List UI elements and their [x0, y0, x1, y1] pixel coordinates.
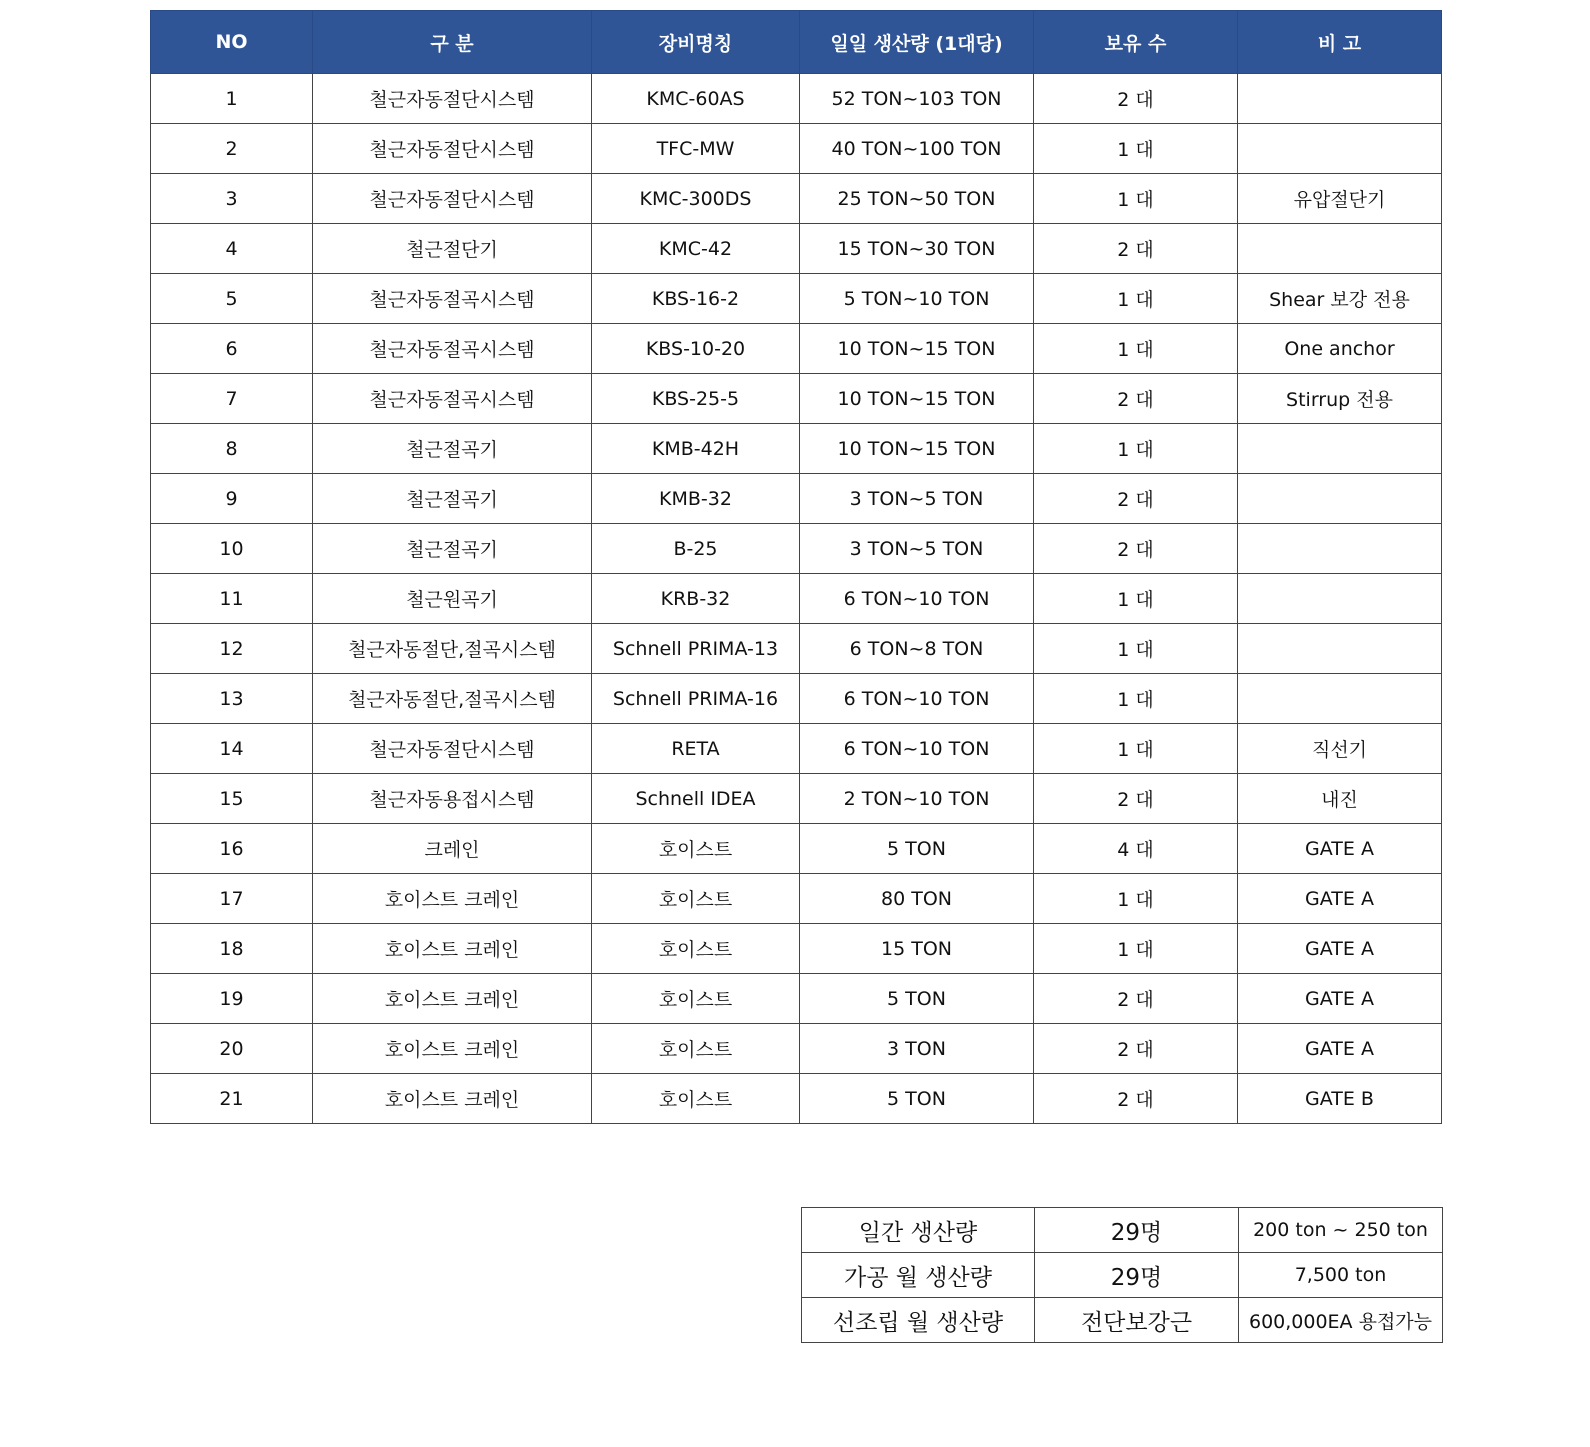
row-no: 11	[151, 574, 313, 624]
row-note	[1238, 74, 1442, 124]
row-category: 철근절곡기	[313, 524, 592, 574]
row-category: 호이스트 크레인	[313, 974, 592, 1024]
table-row	[151, 224, 1442, 274]
row-daily-output: 5 TON~10 TON	[800, 274, 1034, 324]
row-daily-output: 6 TON~10 TON	[800, 724, 1034, 774]
row-note: GATE B	[1238, 1074, 1442, 1124]
summary-row	[802, 1253, 1443, 1298]
row-no: 17	[151, 874, 313, 924]
row-equipment-name: Schnell PRIMA-16	[592, 674, 800, 724]
row-no: 7	[151, 374, 313, 424]
row-count: 1 대	[1034, 874, 1238, 924]
row-daily-output: 5 TON	[800, 824, 1034, 874]
summary-label: 가공 월 생산량	[802, 1253, 1035, 1298]
row-daily-output: 3 TON	[800, 1024, 1034, 1074]
equipment-table-body	[151, 74, 1442, 1124]
row-equipment-name: KMB-42H	[592, 424, 800, 474]
row-daily-output: 3 TON~5 TON	[800, 524, 1034, 574]
row-category: 철근절단기	[313, 224, 592, 274]
header-row	[151, 11, 1442, 74]
row-category: 철근자동절곡시스템	[313, 274, 592, 324]
row-category: 철근원곡기	[313, 574, 592, 624]
summary-value: 29명	[1035, 1253, 1239, 1298]
summary-table-body	[802, 1208, 1443, 1343]
row-note: 내진	[1238, 774, 1442, 824]
table-row	[151, 524, 1442, 574]
row-note	[1238, 224, 1442, 274]
row-daily-output: 15 TON~30 TON	[800, 224, 1034, 274]
row-equipment-name: KRB-32	[592, 574, 800, 624]
row-category: 철근자동절단,절곡시스템	[313, 624, 592, 674]
row-category: 철근자동절단시스템	[313, 74, 592, 124]
row-note	[1238, 474, 1442, 524]
row-note	[1238, 674, 1442, 724]
table-row	[151, 674, 1442, 724]
table-row	[151, 1024, 1442, 1074]
row-daily-output: 6 TON~10 TON	[800, 674, 1034, 724]
row-no: 15	[151, 774, 313, 824]
row-note	[1238, 574, 1442, 624]
row-category: 철근자동용접시스템	[313, 774, 592, 824]
summary-detail: 200 ton ~ 250 ton	[1239, 1208, 1443, 1253]
summary-value: 전단보강근	[1035, 1298, 1239, 1343]
row-no: 2	[151, 124, 313, 174]
row-count: 1 대	[1034, 924, 1238, 974]
row-count: 1 대	[1034, 624, 1238, 674]
row-category: 호이스트 크레인	[313, 1024, 592, 1074]
row-count: 2 대	[1034, 774, 1238, 824]
row-category: 철근자동절단시스템	[313, 724, 592, 774]
row-equipment-name: B-25	[592, 524, 800, 574]
row-no: 5	[151, 274, 313, 324]
row-no: 16	[151, 824, 313, 874]
row-category: 철근절곡기	[313, 424, 592, 474]
row-daily-output: 2 TON~10 TON	[800, 774, 1034, 824]
row-equipment-name: Schnell PRIMA-13	[592, 624, 800, 674]
row-note: One anchor	[1238, 324, 1442, 374]
summary-row	[802, 1208, 1443, 1253]
row-daily-output: 10 TON~15 TON	[800, 324, 1034, 374]
row-category: 호이스트 크레인	[313, 1074, 592, 1124]
header-no: NO	[151, 11, 313, 74]
table-row	[151, 774, 1442, 824]
row-equipment-name: 호이스트	[592, 1074, 800, 1124]
row-equipment-name: Schnell IDEA	[592, 774, 800, 824]
row-count: 2 대	[1034, 1074, 1238, 1124]
row-count: 2 대	[1034, 224, 1238, 274]
row-note	[1238, 624, 1442, 674]
summary-detail: 7,500 ton	[1239, 1253, 1443, 1298]
header-category: 구 분	[313, 11, 592, 74]
row-daily-output: 10 TON~15 TON	[800, 424, 1034, 474]
row-daily-output: 5 TON	[800, 1074, 1034, 1124]
table-row	[151, 974, 1442, 1024]
row-count: 2 대	[1034, 374, 1238, 424]
row-count: 1 대	[1034, 674, 1238, 724]
row-note	[1238, 524, 1442, 574]
row-daily-output: 40 TON~100 TON	[800, 124, 1034, 174]
header-daily-output: 일일 생산량 (1대당)	[800, 11, 1034, 74]
summary-row	[802, 1298, 1443, 1343]
row-note	[1238, 424, 1442, 474]
row-note	[1238, 124, 1442, 174]
row-count: 2 대	[1034, 474, 1238, 524]
table-row	[151, 124, 1442, 174]
row-daily-output: 6 TON~10 TON	[800, 574, 1034, 624]
table-row	[151, 324, 1442, 374]
table-row	[151, 374, 1442, 424]
row-note: GATE A	[1238, 874, 1442, 924]
row-category: 철근자동절단시스템	[313, 124, 592, 174]
table-row	[151, 424, 1442, 474]
row-no: 13	[151, 674, 313, 724]
row-equipment-name: 호이스트	[592, 924, 800, 974]
table-row	[151, 274, 1442, 324]
row-equipment-name: KMC-42	[592, 224, 800, 274]
equipment-table	[150, 10, 1442, 1124]
row-count: 1 대	[1034, 424, 1238, 474]
row-note: Stirrup 전용	[1238, 374, 1442, 424]
row-daily-output: 52 TON~103 TON	[800, 74, 1034, 124]
row-daily-output: 10 TON~15 TON	[800, 374, 1034, 424]
row-count: 2 대	[1034, 74, 1238, 124]
table-row	[151, 1074, 1442, 1124]
row-equipment-name: RETA	[592, 724, 800, 774]
table-row	[151, 474, 1442, 524]
table-row	[151, 174, 1442, 224]
row-count: 2 대	[1034, 524, 1238, 574]
row-no: 10	[151, 524, 313, 574]
row-equipment-name: KMB-32	[592, 474, 800, 524]
row-equipment-name: 호이스트	[592, 974, 800, 1024]
table-row	[151, 724, 1442, 774]
row-no: 12	[151, 624, 313, 674]
row-no: 1	[151, 74, 313, 124]
table-row	[151, 74, 1442, 124]
row-daily-output: 15 TON	[800, 924, 1034, 974]
row-equipment-name: KBS-10-20	[592, 324, 800, 374]
row-count: 2 대	[1034, 974, 1238, 1024]
row-daily-output: 5 TON	[800, 974, 1034, 1024]
row-category: 철근자동절곡시스템	[313, 374, 592, 424]
row-no: 21	[151, 1074, 313, 1124]
row-no: 4	[151, 224, 313, 274]
row-category: 철근자동절단시스템	[313, 174, 592, 224]
row-category: 호이스트 크레인	[313, 924, 592, 974]
row-note: GATE A	[1238, 974, 1442, 1024]
row-count: 1 대	[1034, 124, 1238, 174]
table-row	[151, 874, 1442, 924]
row-note: GATE A	[1238, 924, 1442, 974]
summary-label: 일간 생산량	[802, 1208, 1035, 1253]
row-note: 직선기	[1238, 724, 1442, 774]
row-no: 3	[151, 174, 313, 224]
table-row	[151, 574, 1442, 624]
row-daily-output: 25 TON~50 TON	[800, 174, 1034, 224]
row-category: 철근자동절곡시스템	[313, 324, 592, 374]
row-equipment-name: 호이스트	[592, 1024, 800, 1074]
table-row	[151, 824, 1442, 874]
summary-value: 29명	[1035, 1208, 1239, 1253]
header-equipment-name: 장비명칭	[592, 11, 800, 74]
row-no: 14	[151, 724, 313, 774]
row-count: 1 대	[1034, 574, 1238, 624]
summary-label: 선조립 월 생산량	[802, 1298, 1035, 1343]
row-equipment-name: 호이스트	[592, 824, 800, 874]
row-count: 2 대	[1034, 1024, 1238, 1074]
table-row	[151, 624, 1442, 674]
row-equipment-name: 호이스트	[592, 874, 800, 924]
row-equipment-name: KMC-60AS	[592, 74, 800, 124]
row-count: 1 대	[1034, 724, 1238, 774]
row-category: 철근절곡기	[313, 474, 592, 524]
row-note: 유압절단기	[1238, 174, 1442, 224]
row-equipment-name: KMC-300DS	[592, 174, 800, 224]
row-no: 8	[151, 424, 313, 474]
row-note: Shear 보강 전용	[1238, 274, 1442, 324]
summary-detail: 600,000EA 용접가능	[1239, 1298, 1443, 1343]
header-note: 비 고	[1238, 11, 1442, 74]
header-count: 보유 수	[1034, 11, 1238, 74]
row-equipment-name: KBS-16-2	[592, 274, 800, 324]
row-equipment-name: TFC-MW	[592, 124, 800, 174]
row-count: 1 대	[1034, 174, 1238, 224]
row-daily-output: 80 TON	[800, 874, 1034, 924]
summary-table	[801, 1207, 1443, 1343]
row-equipment-name: KBS-25-5	[592, 374, 800, 424]
row-no: 9	[151, 474, 313, 524]
row-no: 20	[151, 1024, 313, 1074]
row-category: 철근자동절단,절곡시스템	[313, 674, 592, 724]
row-count: 4 대	[1034, 824, 1238, 874]
row-no: 19	[151, 974, 313, 1024]
row-no: 6	[151, 324, 313, 374]
row-daily-output: 3 TON~5 TON	[800, 474, 1034, 524]
row-category: 호이스트 크레인	[313, 874, 592, 924]
row-count: 1 대	[1034, 324, 1238, 374]
row-no: 18	[151, 924, 313, 974]
row-category: 크레인	[313, 824, 592, 874]
table-row	[151, 924, 1442, 974]
row-count: 1 대	[1034, 274, 1238, 324]
row-note: GATE A	[1238, 1024, 1442, 1074]
row-note: GATE A	[1238, 824, 1442, 874]
row-daily-output: 6 TON~8 TON	[800, 624, 1034, 674]
